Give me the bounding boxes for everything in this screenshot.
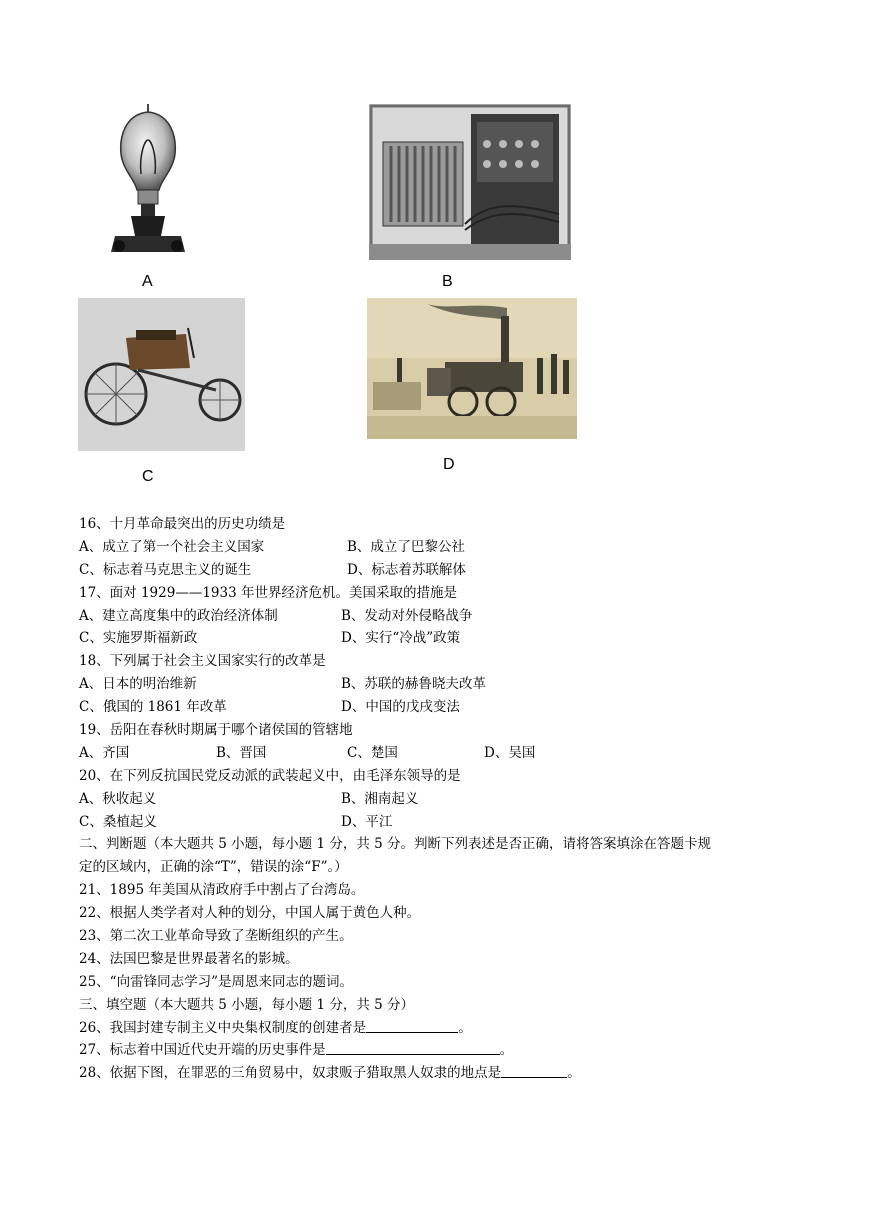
questions-block xyxy=(79,513,809,1085)
figure-a-caption: A xyxy=(142,273,153,290)
question-19-stem: 19、岳阳在春秋时期属于哪个诸侯国的管辖地 xyxy=(79,722,353,739)
question-16-stem: 16、十月革命最突出的历史功绩是 xyxy=(79,516,286,532)
section-3-heading: 三、填空题（本大题共 5 小题，每小题 1 分，共 5 分） xyxy=(79,996,415,1013)
question-28-text: 28、依据下图，在罪恶的三角贸易中，奴隶贩子猎取黑人奴隶的地点是 xyxy=(79,1065,502,1082)
question-26-end: 。 xyxy=(458,1019,472,1036)
locomotive-icon xyxy=(367,298,577,439)
question-26-row xyxy=(79,1017,809,1040)
question-26-answer-blank[interactable] xyxy=(366,1017,458,1033)
question-17-stem: 17、面对 1929——1933 年世界经济危机。美国采取的措施是 xyxy=(79,584,457,601)
question-18-option-b[interactable]: B、苏联的赫鲁晓夫改革 xyxy=(341,676,486,693)
light-bulb-icon xyxy=(101,104,205,260)
question-24: 24、法国巴黎是世界最著名的影城。 xyxy=(79,950,299,967)
figure-d-caption: D xyxy=(443,456,455,473)
question-18-options-row1 xyxy=(79,673,809,696)
question-16-option-c[interactable]: C、标志着马克思主义的诞生 xyxy=(79,561,252,578)
question-16-option-a[interactable]: A、成立了第一个社会主义国家 xyxy=(79,538,265,555)
figure-c-caption: C xyxy=(142,468,154,485)
question-23: 23、第二次工业革命导致了垄断组织的产生。 xyxy=(79,928,353,945)
question-27-row xyxy=(79,1039,809,1062)
question-17-options-row1 xyxy=(79,605,809,628)
question-16-option-d[interactable]: D、标志着苏联解体 xyxy=(347,561,466,578)
figure-b-caption: B xyxy=(442,273,453,290)
question-27-answer-blank[interactable] xyxy=(326,1039,500,1055)
question-28-row xyxy=(79,1062,809,1085)
figure-d-image xyxy=(367,298,577,439)
question-20-options-row2 xyxy=(79,811,809,834)
question-17-option-d[interactable]: D、实行“冷战”政策 xyxy=(341,630,461,647)
question-17-options-row2 xyxy=(79,627,809,650)
section-2-heading-line1: 二、判断题（本大题共 5 小题，每小题 1 分，共 5 分。判断下列表述是否正确，请将答案填涂在答题卡规 xyxy=(79,836,712,853)
generator-icon xyxy=(369,104,571,260)
question-18-option-d[interactable]: D、中国的戊戌变法 xyxy=(341,699,460,716)
question-19-options-row xyxy=(79,742,809,765)
question-20-option-c[interactable]: C、桑植起义 xyxy=(79,813,157,830)
automobile-icon xyxy=(78,298,245,451)
question-19-option-c[interactable]: C、楚国 xyxy=(347,744,398,761)
section-2-heading-line2: 定的区域内，正确的涂“T”，错误的涂“F”。） xyxy=(79,859,348,876)
question-20-stem: 20、在下列反抗国民党反动派的武装起义中，由毛泽东领导的是 xyxy=(79,767,461,784)
question-18-option-c[interactable]: C、俄国的 1861 年改革 xyxy=(79,699,227,716)
question-27-text: 27、标志着中国近代史开端的历史事件是 xyxy=(79,1042,326,1059)
question-20-options-row1 xyxy=(79,788,809,811)
question-20-option-d[interactable]: D、平江 xyxy=(341,813,393,830)
figure-c-image xyxy=(78,298,245,451)
question-19-option-d[interactable]: D、吴国 xyxy=(484,744,536,761)
question-19-option-a[interactable]: A、齐国 xyxy=(79,744,130,761)
question-20-option-b[interactable]: B、湘南起义 xyxy=(341,790,419,807)
question-17-option-c[interactable]: C、实施罗斯福新政 xyxy=(79,630,198,647)
question-20-option-a[interactable]: A、秋收起义 xyxy=(79,790,157,807)
question-18-stem: 18、下列属于社会主义国家实行的改革是 xyxy=(79,653,326,670)
question-19-option-b[interactable]: B、晋国 xyxy=(216,744,267,761)
question-16-options-row1 xyxy=(79,536,809,559)
question-28-answer-blank[interactable] xyxy=(501,1062,567,1078)
question-28-end: 。 xyxy=(567,1065,581,1082)
question-26-text: 26、我国封建专制主义中央集权制度的创建者是 xyxy=(79,1019,367,1036)
question-16-option-b[interactable]: B、成立了巴黎公社 xyxy=(347,538,465,555)
figure-a-image xyxy=(101,104,205,260)
question-17-option-a[interactable]: A、建立高度集中的政治经济体制 xyxy=(79,607,278,624)
question-22: 22、根据人类学者对人种的划分，中国人属于黄色人种。 xyxy=(79,905,421,922)
question-27-end: 。 xyxy=(499,1042,514,1059)
question-18-option-a[interactable]: A、日本的明治维新 xyxy=(79,676,197,693)
question-25: 25、“向雷锋同志学习”是周恩来同志的题词。 xyxy=(79,973,353,990)
question-21: 21、1895 年美国从清政府手中割占了台湾岛。 xyxy=(79,882,365,899)
question-18-options-row2 xyxy=(79,696,809,719)
question-17-option-b[interactable]: B、发动对外侵略战争 xyxy=(341,607,473,624)
question-16-options-row2 xyxy=(79,559,809,582)
figure-b-image xyxy=(369,104,571,260)
